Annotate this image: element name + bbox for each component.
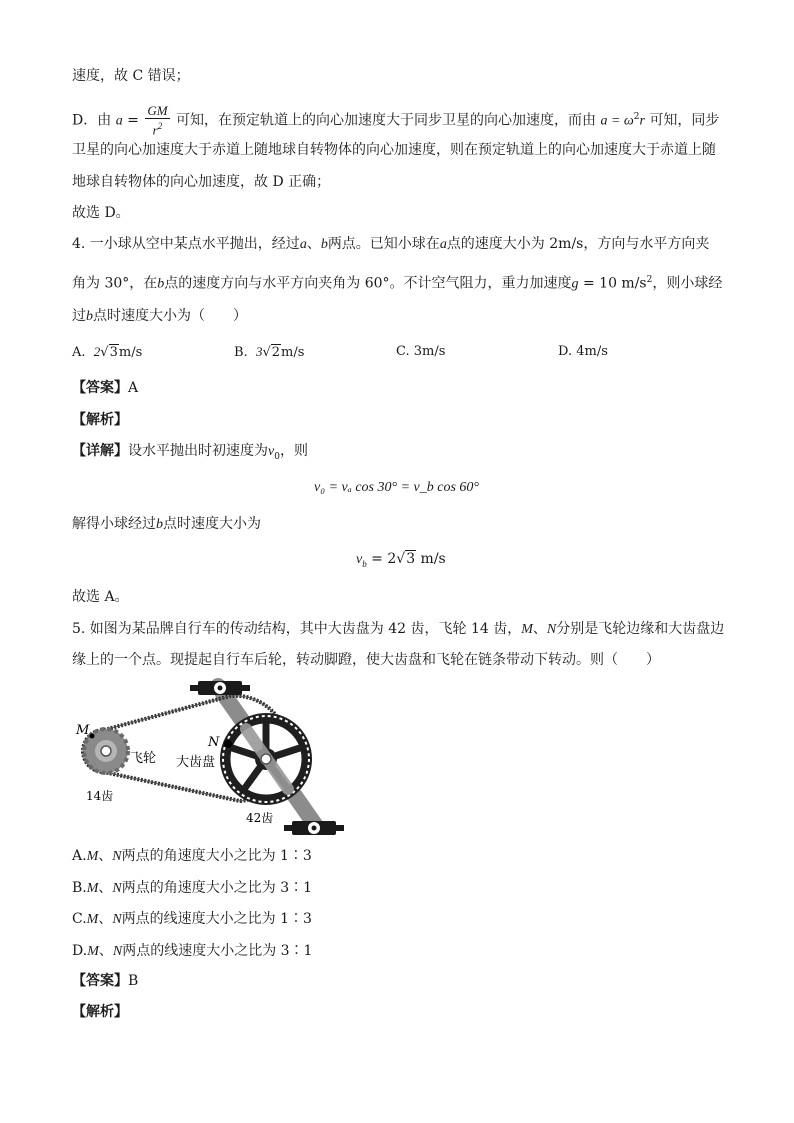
text-span: 5. 如图为某品牌自行车的传动结构，其中大齿盘为 42 齿，飞轮 14 齿， [72, 621, 522, 637]
math-coef: 2 [93, 344, 101, 359]
math-var: N [112, 944, 123, 959]
text-span: 4. 一小球从空中某点水平抛出，经过 [72, 236, 300, 252]
option-label: A. [72, 848, 87, 864]
option-label: B. [72, 880, 87, 896]
bicycle-transmission-figure [70, 676, 360, 838]
math-var: M [86, 912, 99, 927]
fraction [145, 104, 169, 137]
bottom-pedal [284, 821, 344, 835]
text-line: 故选 D。 [72, 205, 130, 221]
text-span: 角为 30°，在 [72, 275, 158, 292]
top-pedal [190, 681, 250, 695]
fraction-numerator: GM [147, 103, 168, 118]
text-line: 地球自转物体的向心加速度，故 D 正确； [72, 174, 331, 190]
q5-option-a[interactable] [72, 846, 312, 867]
text-span: 点的速度大小为 2m/s，方向与水平方向夹 [446, 236, 710, 252]
q4-stem-line1 [72, 234, 709, 255]
option-text: 两点的线速度大小之比为 1∶3 [121, 911, 312, 927]
text-span: ，则小球经 [652, 275, 723, 292]
text-span: 可知，在预定轨道上的向心加速度大于同步卫星的向心加速度，而由 [176, 112, 596, 129]
math-var: M [86, 849, 99, 864]
math-var: v [356, 552, 363, 567]
text-span: 两点。已知小球在 [327, 236, 440, 252]
text-span: 、 [306, 236, 321, 252]
q4-option-a[interactable] [72, 342, 142, 363]
sqrt-sign: √ [100, 345, 109, 360]
math-var: v [268, 444, 275, 459]
math-var: a [439, 237, 447, 252]
q4-detail [72, 441, 308, 467]
analysis-tag: 【解析】 [72, 1004, 128, 1020]
q5-stem-line2: 缘上的一个点。现提起自行车后轮，转动脚蹬，使大齿盘和飞轮在链条带动下转动。则（ ） [72, 652, 660, 668]
analysis-tag: 【解析】 [72, 412, 128, 428]
option-label: D．由 [72, 112, 112, 129]
text-span: 、 [98, 880, 113, 896]
q4-answer [72, 378, 138, 398]
text-span: 点时速度大小为 [163, 516, 261, 532]
text-span: 点的速度方向与水平方向夹角为 60°。不计空气阻力，重力加速度 [164, 275, 572, 292]
text-span: 解得小球经过 [72, 516, 156, 532]
math-var: M [86, 881, 99, 896]
math-var: g [571, 276, 579, 292]
label-m: M [76, 723, 90, 738]
q4-solve-line [72, 514, 261, 535]
q4-stem-line2 [72, 270, 722, 295]
label-n: N [208, 735, 220, 750]
math-var: b [157, 276, 165, 292]
text-span: 可知，同步 [649, 112, 720, 129]
math-var: N [546, 622, 557, 637]
q4-equation-1: v₀ = vₐ cos 30° = v_b cos 60° [314, 480, 480, 495]
radicand: 3 [109, 345, 118, 360]
math-var: r [152, 122, 158, 138]
label-chainring: 大齿盘 [176, 755, 216, 770]
text-span: 过 [72, 308, 86, 324]
q5-answer [72, 971, 138, 991]
option-text: 两点的线速度大小之比为 3∶1 [122, 943, 313, 959]
answer-value: B [128, 973, 139, 989]
text-span: 、 [98, 911, 113, 927]
radicand: 3 [406, 551, 416, 567]
option-text: 4m/s [576, 344, 608, 359]
math-value: = 10 m/s [578, 275, 647, 292]
q4-option-c[interactable] [396, 342, 445, 362]
exponent: 2 [633, 112, 640, 123]
option-text: 两点的角速度大小之比为 3∶1 [121, 880, 313, 896]
math-formula: a = ω [600, 113, 634, 129]
q4-stem-line3 [72, 306, 247, 327]
q5-option-b[interactable] [72, 878, 312, 899]
option-label: A. [72, 345, 86, 360]
q4-option-b[interactable] [234, 342, 304, 363]
text-span: 点时速度大小为（ ） [93, 308, 247, 324]
q5-stem-line1 [72, 619, 724, 640]
sqrt-sign: √ [396, 551, 406, 567]
exponent: 2 [157, 121, 163, 131]
answer-tag: 【答案】 [72, 973, 128, 989]
math-var: N [112, 849, 122, 864]
q5-analysis-tag [72, 1002, 128, 1022]
label-flywheel: 飞轮 [130, 751, 157, 766]
unit: m/s [118, 345, 143, 360]
math-var: N [112, 881, 122, 896]
math-var: a [299, 237, 307, 252]
math-var: M [87, 944, 99, 959]
text-line: 速度，故 C 错误； [72, 68, 190, 84]
radicand: 2 [271, 345, 281, 360]
math-var: b [86, 309, 93, 324]
math-op: = [122, 112, 144, 129]
q5-option-d[interactable] [72, 941, 312, 962]
option-text: 3m/s [413, 344, 446, 359]
q4-analysis-tag [72, 410, 128, 430]
option-label: D. [72, 943, 88, 959]
text-span: 设水平抛出时初速度为 [128, 443, 268, 459]
text-span: 、 [98, 848, 113, 864]
answer-tag: 【答案】 [72, 380, 128, 396]
math-var: a [115, 113, 123, 129]
option-label: C. [72, 911, 87, 927]
math-value: = 2 [366, 551, 397, 567]
subscript: b [362, 558, 367, 569]
text-span: 、 [98, 943, 113, 959]
subscript: 0 [274, 451, 280, 462]
text-line: 卫星的向心加速度大于赤道上随地球自转物体的向心加速度，则在预定轨道上的向心加速度大于赤道上随 [72, 142, 716, 158]
text-span: ，则 [279, 443, 308, 459]
math-var: r [639, 113, 645, 129]
unit: m/s [416, 551, 446, 567]
math-var: N [112, 912, 122, 927]
q5-option-c[interactable] [72, 909, 312, 930]
sqrt-sign: √ [262, 345, 271, 360]
answer-value: A [128, 380, 139, 396]
point-n-marker [224, 740, 232, 748]
option-text: 两点的角速度大小之比为 1∶3 [121, 848, 312, 864]
math-var: b [156, 517, 163, 532]
label-14-teeth: 14齿 [86, 789, 114, 803]
text-line: 故选 A。 [72, 589, 129, 605]
option-label: C. [396, 344, 410, 359]
point-m-marker [90, 734, 95, 739]
option-label: B. [234, 345, 248, 360]
text-span: 、 [532, 621, 547, 637]
math-var: M [521, 622, 533, 637]
exponent: 2 [646, 275, 653, 285]
text-span: 分别是飞轮边缘和大齿盘边 [556, 621, 725, 637]
label-42-teeth: 42齿 [246, 811, 274, 825]
math-coef: 3 [255, 344, 263, 359]
q4-equation-2 [356, 549, 446, 574]
text-line-d [72, 104, 719, 137]
option-label: D. [558, 344, 573, 359]
math-var: b [320, 237, 328, 252]
fraction-denominator [145, 119, 169, 137]
detail-tag: 【详解】 [72, 443, 128, 459]
q4-option-d[interactable] [558, 342, 608, 362]
unit: m/s [281, 345, 305, 360]
